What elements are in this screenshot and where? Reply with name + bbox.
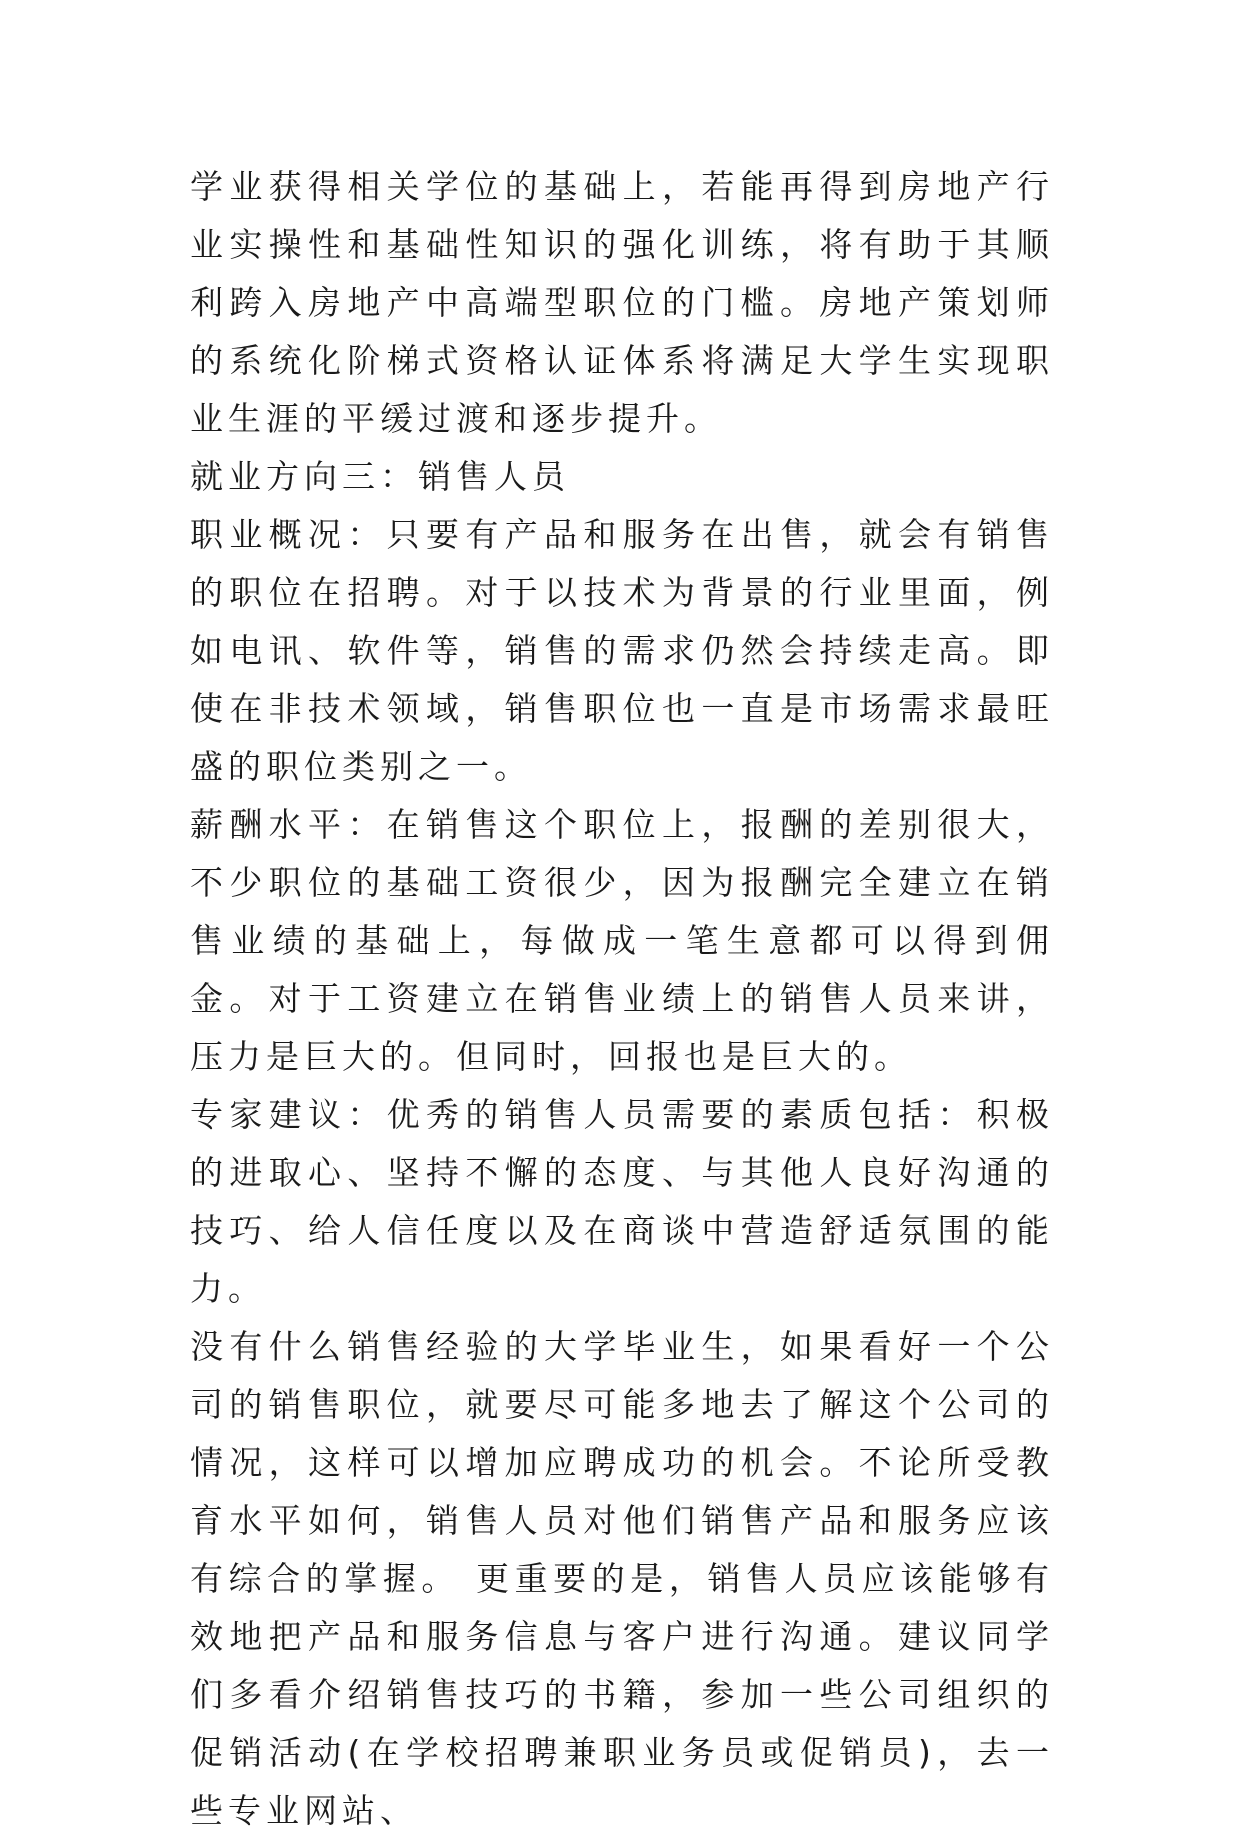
paragraph-graduates: 没有什么销售经验的大学毕业生，如果看好一个公司的销售职位，就要尽可能多地去了解这个公司的情况，这样可以增加应聘成功的机会。不论所受教育水平如何，销售人员对他们销售产品和服务应该有综合的掌握。 更重要的是，销售人员应该能够有效地把产品和服务信息与客户进行沟通。建议同学们多看介绍销售技巧的书籍，参加一些公司组织的促销活动(在学校招聘兼职业务员或促销员)，去一些专业网站、 bbox=[190, 1327, 1054, 1830]
paragraph-intro: 学业获得相关学位的基础上，若能再得到房地产行业实操性和基础性知识的强化训练，将有助于其顺利跨入房地产中高端型职位的门槛。房地产策划师的系统化阶梯式资格认证体系将满足大学生实现职业生涯的平缓过渡和逐步提升。 bbox=[190, 167, 1054, 438]
paragraph-overview: 职业概况：只要有产品和服务在出售，就会有销售的职位在招聘。对于以技术为背景的行业里面，例如电讯、软件等，销售的需求仍然会持续走高。即使在非技术领域，销售职位也一直是市场需求最旺盛的职位类别之一。 bbox=[190, 515, 1054, 786]
section-heading: 就业方向三：销售人员 bbox=[190, 457, 570, 496]
document-body bbox=[190, 158, 1054, 1840]
paragraph-advice: 专家建议：优秀的销售人员需要的素质包括：积极的进取心、坚持不懈的态度、与其他人良好沟通的技巧、给人信任度以及在商谈中营造舒适氛围的能力。 bbox=[190, 1095, 1054, 1308]
paragraph-salary: 薪酬水平：在销售这个职位上，报酬的差别很大，不少职位的基础工资很少，因为报酬完全建立在销售业绩的基础上，每做成一笔生意都可以得到佣金。对于工资建立在销售业绩上的销售人员来讲，压力是巨大的。但同时，回报也是巨大的。 bbox=[190, 805, 1054, 1076]
